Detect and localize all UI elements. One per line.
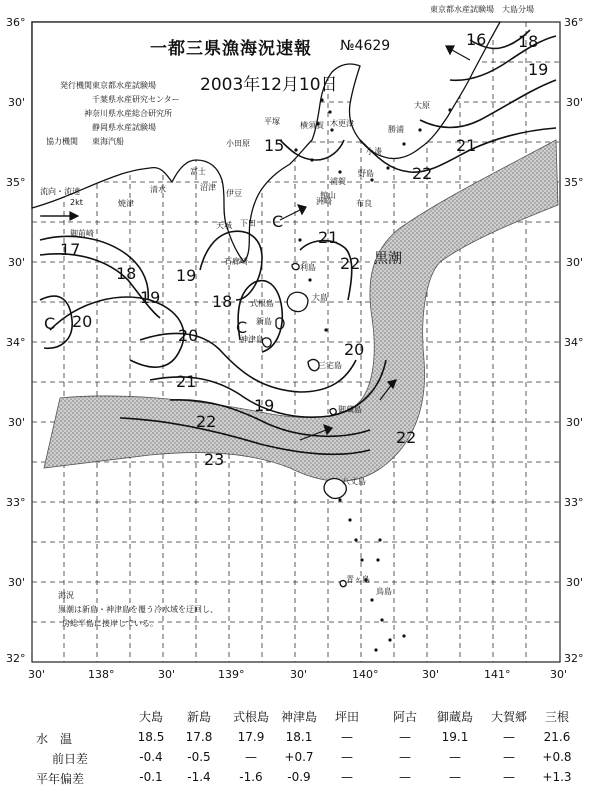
place-name: 木更津 <box>330 119 354 128</box>
place-name: 小湊 <box>366 147 382 156</box>
place-name: 清水 <box>150 185 166 194</box>
lat-label-left: 36° <box>6 16 26 29</box>
place-name: 御蔵島 <box>338 405 362 414</box>
lat-label-left: 32° <box>6 652 26 665</box>
publisher-2: 千葉県水産研究センター <box>92 95 180 104</box>
cold-core-marker: C <box>44 314 56 333</box>
isotherm-label: 17 <box>60 240 81 259</box>
cold-core-marker: C <box>236 318 248 337</box>
table-cell: -0.4 <box>139 750 163 764</box>
lat-label-right: 36° <box>564 16 584 29</box>
table-cell: — <box>399 770 411 784</box>
lon-label: 30' <box>158 668 176 681</box>
lat-label-left: 30' <box>8 256 26 269</box>
lat-label-right: 30' <box>566 256 584 269</box>
note-line-2: 房総半島に接岸している。 <box>62 619 158 628</box>
isotherm-label: 21 <box>318 228 339 247</box>
lon-label: 30' <box>550 668 568 681</box>
column-header: 神津島 <box>280 710 317 724</box>
place-name: 御前崎 <box>70 229 94 238</box>
isotherm-label: 18 <box>116 264 137 283</box>
column-header: 坪田 <box>334 710 359 724</box>
lon-label: 30' <box>290 668 308 681</box>
table-cell: — <box>503 730 515 744</box>
isotherm-label: 20 <box>344 340 365 359</box>
place-name: 神津島 <box>240 335 264 344</box>
place-name: 下田 <box>240 219 256 228</box>
lon-label: 30' <box>422 668 440 681</box>
place-name: 平塚 <box>264 117 280 126</box>
lat-label-right: 32° <box>564 652 584 665</box>
place-name: 洲崎 <box>316 197 332 206</box>
table-cell: -0.5 <box>187 750 211 764</box>
table-cell: — <box>503 750 515 764</box>
table-cell: 19.1 <box>441 730 469 744</box>
table-cell: — <box>245 750 257 764</box>
agency-label: 東京都水産試験場 大島分場 <box>430 5 534 14</box>
place-name: 沼津 <box>200 183 216 192</box>
place-name: 石廊崎 <box>224 257 248 266</box>
kuroshio-label: 黒潮 <box>374 251 402 267</box>
lat-label-right: 33° <box>564 496 584 509</box>
table-cell: +0.7 <box>284 750 314 764</box>
place-name: 式根島 <box>250 299 274 308</box>
place-name: 布良 <box>356 199 372 208</box>
table-cell: 21.6 <box>543 730 571 744</box>
lat-label-left: 30' <box>8 96 26 109</box>
table-cell: 17.9 <box>237 730 265 744</box>
table-cell: -1.6 <box>239 770 263 784</box>
column-header: 阿古 <box>392 710 417 724</box>
place-name: 野島 <box>358 169 374 178</box>
bulletin-title: 一都三県漁海況速報 <box>150 39 312 59</box>
table-cell: +0.8 <box>542 750 572 764</box>
issue-date: 2003年12月10日 <box>200 75 338 95</box>
column-header: 三根 <box>544 710 569 724</box>
cold-core-marker: C <box>272 212 284 231</box>
table-cell: — <box>503 770 515 784</box>
mikurajima-island <box>330 409 336 415</box>
column-header: 御蔵島 <box>436 710 473 724</box>
toshima-island <box>292 264 299 270</box>
flow-legend-scale: 2kt <box>70 198 83 207</box>
lon-label: 139° <box>218 668 245 681</box>
lon-label: 138° <box>88 668 115 681</box>
place-name: 利島 <box>300 263 316 272</box>
lon-label: 30' <box>28 668 46 681</box>
lat-label-left: 33° <box>6 496 26 509</box>
lat-label-right: 35° <box>564 176 584 189</box>
place-name: 富士 <box>190 167 206 176</box>
isotherm-label: 22 <box>412 164 433 183</box>
row-label: 前日差 <box>52 752 89 766</box>
row-label: 水 温 <box>36 732 73 746</box>
cooperator-label: 協力機関 <box>46 137 78 146</box>
place-name: 横須賀 <box>300 121 324 130</box>
note-line-1: 黒潮は新島・神津島を覆う冷水域を迂回し、 <box>58 605 218 614</box>
isotherm-label: 21 <box>456 136 477 155</box>
lat-label-left: 35° <box>6 176 26 189</box>
isotherm-label: 22 <box>396 428 417 447</box>
place-name: 焼津 <box>118 199 134 208</box>
table-cell: — <box>449 770 461 784</box>
table-cell: — <box>341 750 353 764</box>
place-name: 館山 <box>320 191 336 200</box>
table-cell: -0.1 <box>139 770 163 784</box>
place-name: 大原 <box>414 101 430 110</box>
table-cell: -1.4 <box>187 770 211 784</box>
isotherm-label: 16 <box>466 30 487 49</box>
place-name: 伊豆 <box>226 189 242 198</box>
isotherm-label: 22 <box>196 412 217 431</box>
table-cell: — <box>341 770 353 784</box>
publishers-label: 発行機関 <box>60 81 92 90</box>
table-cell: -0.9 <box>287 770 311 784</box>
isotherm-label: 23 <box>204 450 225 469</box>
lon-label: 140° <box>352 668 379 681</box>
lat-label-right: 30' <box>566 96 584 109</box>
place-name: 鳥島 <box>376 587 392 596</box>
publisher-1: 東京都水産試験場 <box>92 81 156 90</box>
place-name: 八丈島 <box>342 477 366 486</box>
table-cell: — <box>341 730 353 744</box>
place-name: 大島 <box>312 293 328 302</box>
row-label: 平年偏差 <box>36 772 85 786</box>
lat-label-left: 30' <box>8 576 26 589</box>
place-name: 勝浦 <box>388 125 404 134</box>
isotherm-label: 19 <box>254 396 275 415</box>
lat-label-right: 30' <box>566 416 584 429</box>
table-cell: 17.8 <box>185 730 213 744</box>
water-temperature-table <box>0 708 600 800</box>
lat-label-left: 30' <box>8 416 26 429</box>
isotherm-label: 22 <box>340 254 361 273</box>
table-cell: — <box>449 750 461 764</box>
table-cell: — <box>399 750 411 764</box>
issue-number: №4629 <box>340 38 391 54</box>
note-title: 海況 <box>58 591 74 600</box>
column-header: 新島 <box>186 710 211 724</box>
place-name: 新島 <box>256 317 272 326</box>
publisher-4: 静岡県水産試験場 <box>92 123 156 132</box>
isotherm-label: 19 <box>528 60 549 79</box>
place-name: 浦賀 <box>330 177 346 186</box>
izu-oshima-island <box>287 292 308 311</box>
isotherm-label: 15 <box>264 136 285 155</box>
column-header: 式根島 <box>232 710 269 724</box>
isotherm-label: 21 <box>176 372 197 391</box>
isotherm-label: 20 <box>178 326 199 345</box>
publisher-3: 神奈川県水産総合研究所 <box>84 109 172 118</box>
lat-label-left: 34° <box>6 336 26 349</box>
place-name: 青ヶ島 <box>346 575 370 584</box>
lon-label: 141° <box>484 668 511 681</box>
isotherm-label: 19 <box>176 266 197 285</box>
lat-label-right: 30' <box>566 576 584 589</box>
table-cell: — <box>399 730 411 744</box>
flow-legend-label: 流向・流速 <box>40 187 80 196</box>
place-name: 小田原 <box>226 139 250 148</box>
column-header: 大賀郷 <box>490 710 527 724</box>
table-cell: 18.1 <box>285 730 313 744</box>
place-name: 天城 <box>216 221 232 230</box>
isotherm-label: 18 <box>212 292 233 311</box>
cooperator: 東海汽船 <box>92 137 124 146</box>
column-header: 大島 <box>138 710 163 724</box>
place-name: 三宅島 <box>318 361 342 370</box>
isotherm-label: 19 <box>140 288 161 307</box>
isotherm-label: 20 <box>72 312 93 331</box>
table-cell: +1.3 <box>542 770 572 784</box>
isotherm-label: 18 <box>518 32 539 51</box>
table-cell: 18.5 <box>137 730 165 744</box>
lat-label-right: 34° <box>564 336 584 349</box>
